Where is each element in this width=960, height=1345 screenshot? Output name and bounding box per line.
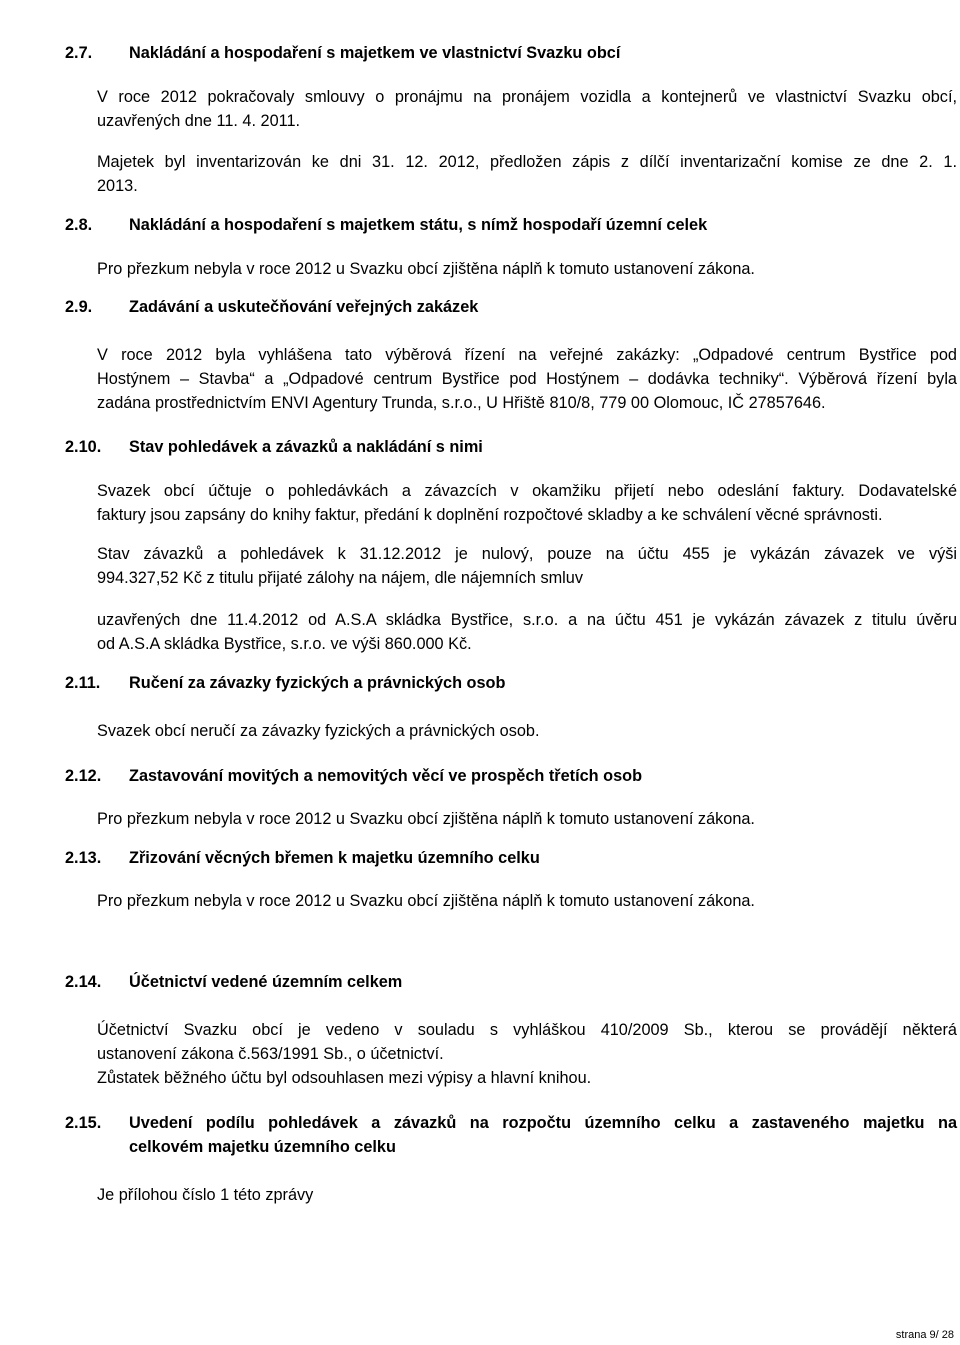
paragraph-line: zadána prostřednictvím ENVI Agentury Trunda, s.r.o., U Hřiště 810/8, 779 00 Olomouc, IČ 27857646. xyxy=(97,394,826,412)
section-title-line: Uvedení podílu pohledávek a závazků na rozpočtu územního celku a zastaveného majetku na xyxy=(129,1114,957,1132)
paragraph-line: Stav závazků a pohledávek k 31.12.2012 je nulový, pouze na účtu 455 je vykázán závazek ve výši xyxy=(97,545,957,563)
section-number: 2.15. xyxy=(65,1114,102,1132)
paragraph xyxy=(97,479,957,527)
paragraph-line: Účetnictví Svazku obcí je vedeno v souladu s vyhláškou 410/2009 Sb., kterou se provádějí některá xyxy=(97,1021,957,1039)
paragraph-line: uzavřených dne 11. 4. 2011. xyxy=(97,112,301,130)
paragraph xyxy=(97,719,957,743)
paragraph-line: 2013. xyxy=(97,177,138,195)
paragraph xyxy=(97,608,957,656)
page-number: strana 9/ 28 xyxy=(895,1329,954,1341)
paragraph-line: Hostýnem – Stavba“ a „Odpadové centrum Bystřice pod Hostýnem – dodávka techniky“. Výběrová řízení byla xyxy=(97,370,957,388)
section-title: Nakládání a hospodaření s majetkem státu, s nímž hospodaří územní celek xyxy=(129,216,708,234)
paragraph-line: Je přílohou číslo 1 této zprávy xyxy=(97,1186,314,1204)
section-number: 2.8. xyxy=(65,216,93,234)
paragraph-line: V roce 2012 byla vyhlášena tato výběrová řízení na veřejné zakázky: „Odpadové centrum Bystřice pod xyxy=(97,346,957,364)
section-number: 2.12. xyxy=(65,767,102,785)
paragraph xyxy=(97,542,957,590)
section-number: 2.11. xyxy=(65,674,101,692)
section-number: 2.9. xyxy=(65,298,93,316)
paragraph-line: Svazek obcí neručí za závazky fyzických a právnických osob. xyxy=(97,722,540,740)
section-title-line: celkovém majetku územního celku xyxy=(129,1138,396,1156)
section-number: 2.13. xyxy=(65,849,102,867)
section-title: Stav pohledávek a závazků a nakládání s nimi xyxy=(129,438,483,456)
section-number: 2.7. xyxy=(65,44,93,62)
paragraph-line: Pro přezkum nebyla v roce 2012 u Svazku obcí zjištěna náplň k tomuto ustanovení zákona. xyxy=(97,810,755,828)
paragraph-line: faktury jsou zapsány do knihy faktur, předání k doplnění rozpočtové skladby a ke schválení věcné správnosti. xyxy=(97,506,883,524)
paragraph xyxy=(97,1018,957,1090)
paragraph-line: Svazek obcí účtuje o pohledávkách a závazcích v okamžiku přijetí nebo odeslání faktury. Dodavatelské xyxy=(97,482,957,500)
section-title: Zastavování movitých a nemovitých věcí ve prospěch třetích osob xyxy=(129,767,643,785)
paragraph xyxy=(97,1183,957,1207)
paragraph-line: uzavřených dne 11.4.2012 od A.S.A skládka Bystřice, s.r.o. a na účtu 451 je vykázán závazek z titulu úvěru xyxy=(97,611,957,629)
paragraph xyxy=(97,257,957,281)
section-title: Ručení za závazky fyzických a právnických osob xyxy=(129,674,506,692)
paragraph-line: Pro přezkum nebyla v roce 2012 u Svazku obcí zjištěna náplň k tomuto ustanovení zákona. xyxy=(97,260,755,278)
paragraph-line: Majetek byl inventarizován ke dni 31. 12. 2012, předložen zápis z dílčí inventarizační komise ze dne 2. 1. xyxy=(97,153,957,171)
paragraph-line: V roce 2012 pokračovaly smlouvy o pronájmu na pronájem vozidla a kontejnerů ve vlastnictví Svazku obcí, xyxy=(97,88,957,106)
paragraph xyxy=(97,150,957,198)
paragraph-line: od A.S.A skládka Bystřice, s.r.o. ve výši 860.000 Kč. xyxy=(97,635,472,653)
section-title xyxy=(129,1114,957,1162)
paragraph xyxy=(97,889,957,913)
section-title: Zadávání a uskutečňování veřejných zakázek xyxy=(129,298,479,316)
section-title: Nakládání a hospodaření s majetkem ve vlastnictví Svazku obcí xyxy=(129,44,621,62)
paragraph xyxy=(97,807,957,831)
section-number: 2.14. xyxy=(65,973,102,991)
paragraph-line: 994.327,52 Kč z titulu přijaté zálohy na nájem, dle nájemních smluv xyxy=(97,569,583,587)
section-title: Zřizování věcných břemen k majetku územního celku xyxy=(129,849,540,867)
paragraph-line: Pro přezkum nebyla v roce 2012 u Svazku obcí zjištěna náplň k tomuto ustanovení zákona. xyxy=(97,892,755,910)
section-title: Účetnictví vedené územním celkem xyxy=(129,973,403,991)
section-number: 2.10. xyxy=(65,438,102,456)
paragraph xyxy=(97,343,957,415)
paragraph xyxy=(97,85,957,133)
paragraph-line: Zůstatek běžného účtu byl odsouhlasen mezi výpisy a hlavní knihou. xyxy=(97,1069,592,1087)
paragraph-line: ustanovení zákona č.563/1991 Sb., o účetnictví. xyxy=(97,1045,444,1063)
